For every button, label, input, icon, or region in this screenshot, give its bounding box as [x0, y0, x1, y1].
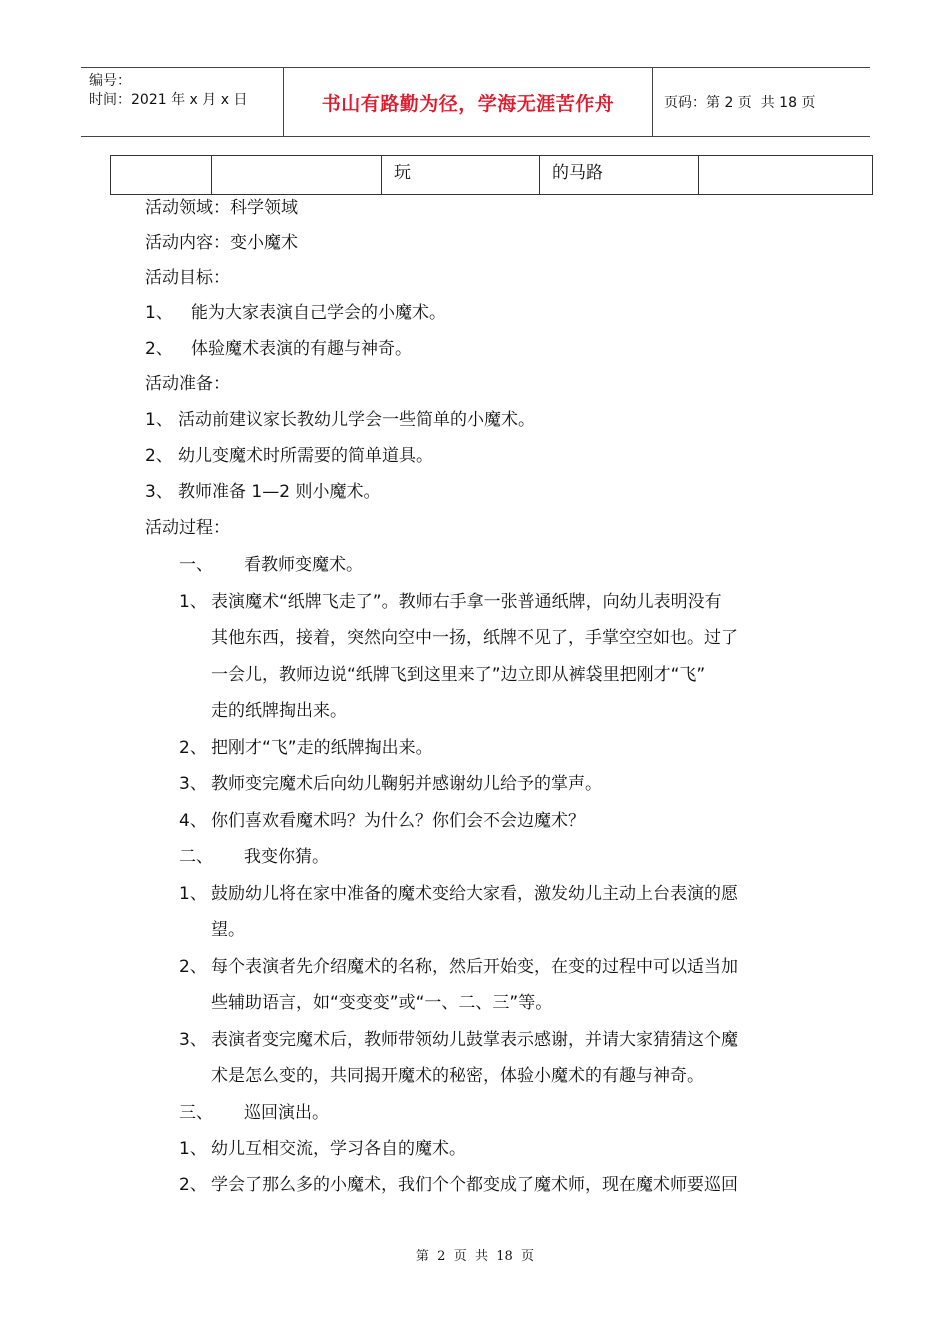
- header-meta: [89, 72, 247, 110]
- item-number: 1、: [179, 884, 207, 904]
- step-item: [179, 955, 738, 979]
- item-number: 1、: [145, 303, 173, 323]
- table-row: [110, 155, 873, 195]
- item-number: 2、: [179, 1175, 207, 1195]
- item-number: 2、: [179, 957, 207, 977]
- step-text: 表演者变完魔术后，教师带领幼儿鼓掌表示感谢，并请大家猜猜这个魔: [211, 1030, 738, 1050]
- prep-text: 幼儿变魔术时所需要的简单道具。: [178, 446, 433, 466]
- section-heading: [179, 1101, 329, 1125]
- step-text: 把刚才“飞”走的纸牌掏出来。: [211, 738, 433, 758]
- section-title: 巡回演出。: [244, 1103, 329, 1123]
- item-number: 3、: [145, 482, 173, 502]
- motto-text: 书山有路勤为径，学海无涯苦作舟: [321, 92, 615, 115]
- section-number: 二、: [179, 847, 213, 867]
- step-text: 学会了那么多的小魔术，我们个个都变成了魔术师，现在魔术师要巡回: [211, 1175, 738, 1195]
- step-text: 每个表演者先介绍魔术的名称，然后开始变，在变的过程中可以适当加: [211, 957, 738, 977]
- item-number: 3、: [179, 774, 207, 794]
- header-page-info: [664, 68, 815, 136]
- step-item: [179, 1028, 738, 1052]
- time-label: 时间：2021 年 x 月 x 日: [89, 92, 248, 108]
- goals-title: 活动目标：: [145, 268, 230, 288]
- step-text: 你们喜欢看魔术吗？为什么？你们会不会边魔术？: [211, 811, 585, 831]
- item-number: 2、: [179, 738, 207, 758]
- step-item: [179, 1173, 738, 1197]
- footer-page-number: 第 2 页 共 18 页: [415, 1249, 535, 1264]
- serial-label: 编号：: [89, 73, 131, 89]
- table-cell: [212, 156, 382, 194]
- table-cell: 玩: [382, 156, 540, 194]
- item-number: 1、: [179, 1139, 207, 1159]
- activity-field: 活动领域：科学领域: [145, 198, 298, 218]
- prep-text: 教师准备 1—2 则小魔术。: [178, 482, 381, 502]
- section-number: 三、: [179, 1103, 213, 1123]
- step-item: [179, 809, 585, 833]
- step-item: [179, 772, 602, 796]
- table-cell: [699, 156, 872, 194]
- step-text-continued: 走的纸牌掏出来。: [211, 701, 347, 721]
- item-number: 1、: [145, 410, 173, 430]
- process-title: 活动过程：: [145, 518, 230, 538]
- prep-text: 活动前建议家长教幼儿学会一些简单的小魔术。: [178, 410, 535, 430]
- page-header: [81, 67, 870, 137]
- step-text: 教师变完魔术后向幼儿鞠躬并感谢幼儿给予的掌声。: [211, 774, 602, 794]
- step-text-continued: 术是怎么变的，共同揭开魔术的秘密，体验小魔术的有趣与神奇。: [211, 1066, 704, 1086]
- goal-item: [145, 301, 446, 325]
- step-item: [179, 736, 433, 760]
- table-cell: [111, 156, 212, 194]
- prep-title: 活动准备：: [145, 374, 230, 394]
- section-title: 看教师变魔术。: [244, 555, 363, 575]
- item-number: 4、: [179, 811, 207, 831]
- goal-text: 体验魔术表演的有趣与神奇。: [191, 339, 412, 359]
- header-divider: [652, 68, 653, 136]
- step-text: 表演魔术“纸牌飞走了”。教师右手拿一张普通纸牌，向幼儿表明没有: [211, 592, 722, 612]
- prep-item: [145, 408, 535, 432]
- section-heading: [179, 553, 363, 577]
- step-text-continued: 些辅助语言，如“变变变”或“一、二、三”等。: [211, 993, 553, 1013]
- step-text-continued: 望。: [211, 920, 245, 940]
- step-text: 幼儿互相交流，学习各自的魔术。: [211, 1139, 466, 1159]
- goal-item: [145, 337, 412, 361]
- step-text-continued: 其他东西，接着，突然向空中一扬，纸牌不见了，手掌空空如也。过了: [211, 628, 738, 648]
- page-label: 页码：第 2 页 共 18 页: [664, 95, 816, 111]
- item-number: 3、: [179, 1030, 207, 1050]
- item-number: 2、: [145, 446, 173, 466]
- section-title: 我变你猜。: [244, 847, 329, 867]
- step-text-continued: 一会儿，教师边说“纸牌飞到这里来了”边立即从裤袋里把刚才“飞”: [211, 665, 706, 685]
- step-item: [179, 590, 722, 614]
- step-item: [179, 1137, 466, 1161]
- step-text: 鼓励幼儿将在家中准备的魔术变给大家看，激发幼儿主动上台表演的愿: [211, 884, 738, 904]
- table-cell: 的马路: [540, 156, 699, 194]
- goal-text: 能为大家表演自己学会的小魔术。: [191, 303, 446, 323]
- step-item: [179, 882, 738, 906]
- activity-content: 活动内容：变小魔术: [145, 233, 298, 253]
- section-heading: [179, 845, 329, 869]
- item-number: 1、: [179, 592, 207, 612]
- prep-item: [145, 444, 433, 468]
- prep-item: [145, 480, 380, 504]
- page-footer: [0, 1245, 950, 1264]
- item-number: 2、: [145, 339, 173, 359]
- section-number: 一、: [179, 555, 213, 575]
